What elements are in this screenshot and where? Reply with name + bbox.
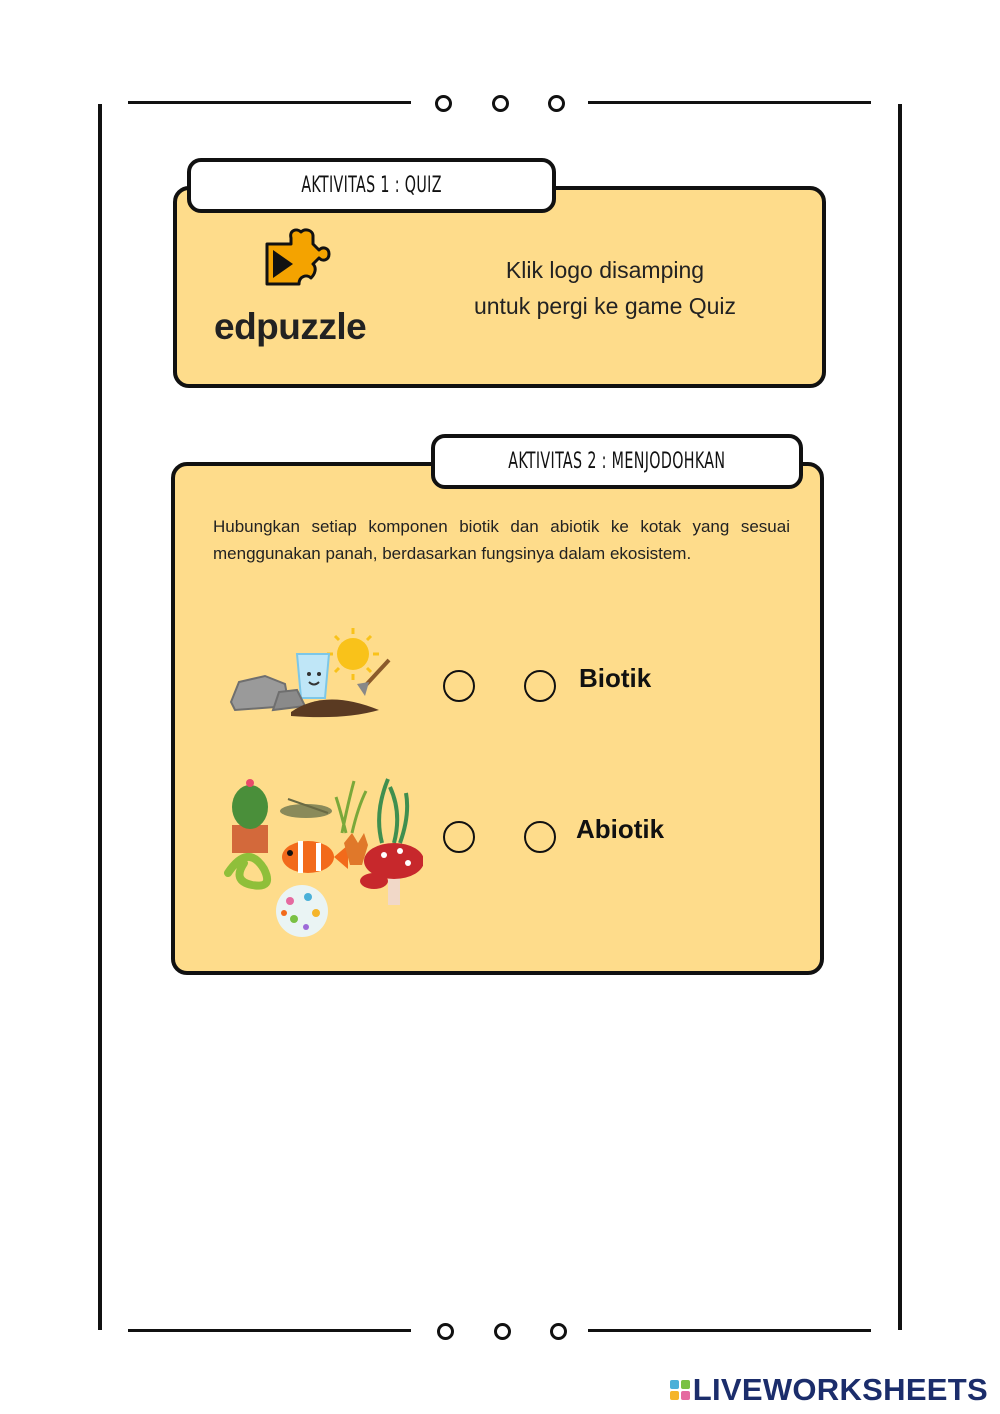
activity1-tab xyxy=(187,158,556,213)
activity2-tab xyxy=(431,434,803,489)
brand-text: LIVEWORKSHEETS xyxy=(692,1372,988,1407)
activity1-instruction xyxy=(430,252,780,324)
rock-icon xyxy=(231,676,305,710)
grasshopper-icon xyxy=(280,799,332,818)
ring-icon xyxy=(550,1323,567,1340)
activity2-tab-title: AKTIVITAS 2 : MENJODOHKAN xyxy=(508,449,726,474)
match-dot-left-row2[interactable] xyxy=(443,821,475,853)
cactus-icon xyxy=(232,779,268,853)
ring-icon xyxy=(548,95,565,112)
frame-top-line-left xyxy=(128,101,411,104)
ring-icon xyxy=(494,1323,511,1340)
activity1-instruction-line2: untuk pergi ke game Quiz xyxy=(473,293,737,319)
match-dot-right-row1[interactable] xyxy=(524,670,556,702)
activity2-instruction: Hubungkan setiap komponen biotik dan abiotik ke kotak yang sesuai menggunakan panah, berdasarkan fungsinya dalam ekosistem. xyxy=(213,517,790,563)
frame-right-line xyxy=(898,104,902,1330)
activity1-tab-title: AKTIVITAS 1 : QUIZ xyxy=(301,173,442,198)
biotic-components-illustration xyxy=(218,773,423,943)
match-dot-right-row2[interactable] xyxy=(524,821,556,853)
ring-icon xyxy=(435,95,452,112)
mushroom-icon xyxy=(360,843,423,905)
water-glass-icon xyxy=(297,654,329,698)
edpuzzle-wordmark: edpuzzle xyxy=(214,306,367,347)
ring-icon xyxy=(492,95,509,112)
clownfish-icon xyxy=(282,841,348,873)
frame-left-line xyxy=(98,104,102,1330)
abiotic-components-illustration xyxy=(225,622,395,722)
snake-icon xyxy=(228,857,267,886)
seaweed-icon xyxy=(379,779,407,843)
match-dot-left-row1[interactable] xyxy=(443,670,475,702)
edpuzzle-logo[interactable] xyxy=(205,222,385,352)
frame-bottom-line-right xyxy=(588,1329,871,1332)
frame-top-line-right xyxy=(588,101,871,104)
frame-bottom-line-left xyxy=(128,1329,411,1332)
activity1-instruction-line1: Klik logo disamping xyxy=(505,257,705,283)
liveworksheets-logo-icon xyxy=(670,1380,690,1400)
sun-icon xyxy=(327,628,379,680)
grass-plant-icon xyxy=(336,781,366,833)
answer-label-row2: Abiotik xyxy=(576,814,665,844)
microorganisms-icon xyxy=(276,885,328,937)
liveworksheets-brand xyxy=(670,1372,988,1408)
answer-label-row1: Biotik xyxy=(579,663,652,693)
ring-icon xyxy=(437,1323,454,1340)
puzzle-piece-icon xyxy=(257,222,337,292)
